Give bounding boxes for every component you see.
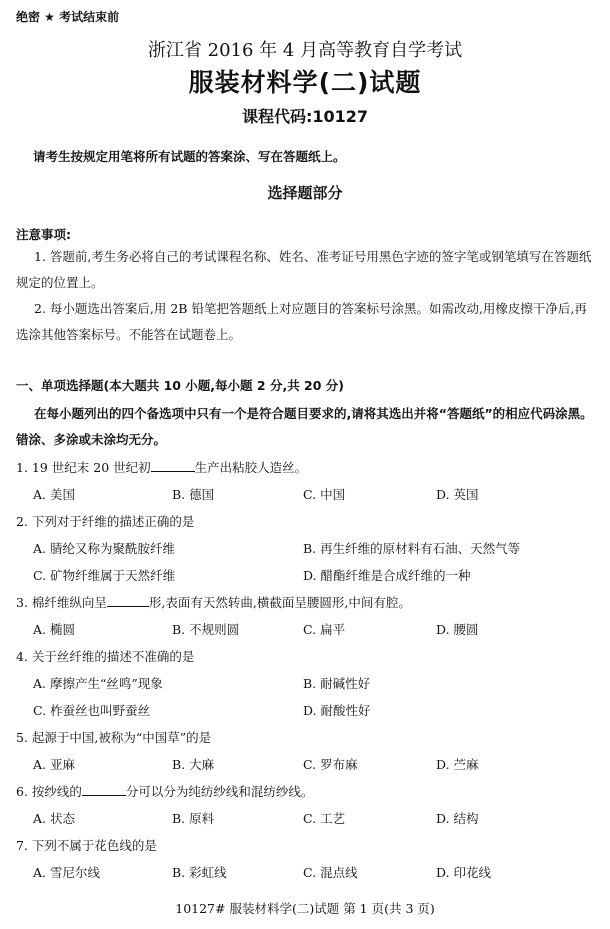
notice-item-1: 1. 答题前,考生务必将自己的考试课程名称、姓名、准考证号用黑色字迹的签字笔或钢笔填写在答题纸规定的位置上。: [16, 249, 592, 290]
option-d: D. 英国: [436, 487, 479, 502]
notice-item-2: 2. 每小题选出答案后,用 2B 铅笔把答题纸上对应题目的答案标号涂黑。如需改动,用橡皮擦干净后,再选涂其他答案标号。不能答在试题卷上。: [16, 301, 587, 342]
course-code: 课程代码:10127: [241, 107, 369, 126]
option-c: C. 扁平: [303, 622, 346, 637]
option-a: A. 美国: [33, 487, 75, 502]
question-2: [16, 512, 194, 530]
question-4: [16, 647, 194, 665]
question-text: 4. 关于丝纤维的描述不准确的是: [16, 649, 195, 664]
option-a: A. 亚麻: [33, 757, 75, 772]
option-a: A. 腈纶又称为聚酰胺纤维: [33, 541, 175, 556]
part-title: 选择题部分: [267, 184, 343, 202]
option-c: C. 罗布麻: [303, 757, 358, 772]
answer-blank: [107, 594, 149, 607]
option-a: A. 摩擦产生“丝鸣”现象: [33, 676, 163, 691]
option-a: A. 雪尼尔线: [33, 865, 100, 880]
option-d: D. 腰圆: [436, 622, 479, 637]
answer-blank: [82, 783, 126, 796]
option-b: B. 不规则圆: [172, 622, 240, 637]
question-text: 2. 下列对于纤维的描述正确的是: [16, 514, 195, 529]
option-d: D. 结构: [436, 811, 479, 826]
paper-title: 服装材料学(二)试题: [188, 68, 422, 97]
question-3: [16, 593, 411, 611]
confidential-label: 绝密 ★ 考试结束前: [16, 10, 120, 24]
option-b: B. 大麻: [172, 757, 215, 772]
question-6: [16, 782, 313, 800]
option-d: D. 醋酯纤维是合成纤维的一种: [303, 568, 471, 583]
page-footer: 10127# 服装材料学(二)试题 第 1 页(共 3 页): [175, 901, 435, 916]
option-d: D. 耐酸性好: [303, 703, 371, 718]
question-text: 5. 起源于中国,被称为“中国草”的是: [16, 730, 212, 745]
section-description: 在每小题列出的四个备选项中只有一个是符合题目要求的,请将其选出并将“答题纸”的相应代码涂黑。错涂、多涂或未涂均无分。: [16, 406, 593, 447]
option-d: D. 苎麻: [436, 757, 479, 772]
option-c: C. 混点线: [303, 865, 358, 880]
question-text: 生产出粘胶人造丝。: [194, 460, 308, 475]
option-b: B. 彩虹线: [172, 865, 227, 880]
question-7: [16, 836, 157, 854]
option-b: B. 德国: [172, 487, 215, 502]
option-d: D. 印花线: [436, 865, 492, 880]
option-b: B. 原料: [172, 811, 215, 826]
question-1: [16, 458, 307, 476]
question-text: 分可以分为纯纺纱线和混纺纱线。: [125, 784, 314, 799]
question-text: 3. 棉纤维纵向呈: [16, 595, 107, 610]
option-b: B. 再生纤维的原材料有石油、天然气等: [303, 541, 521, 556]
exam-name: 浙江省 2016 年 4 月高等教育自学考试: [147, 40, 463, 61]
option-b: B. 耐碱性好: [303, 676, 371, 691]
question-text: 形,表面有天然转曲,横截面呈腰圆形,中间有腔。: [148, 595, 411, 610]
option-c: C. 中国: [303, 487, 346, 502]
question-text: 6. 按纱线的: [16, 784, 82, 799]
question-text: 1. 19 世纪末 20 世纪初: [16, 460, 151, 475]
option-c: C. 柞蚕丝也叫野蚕丝: [33, 703, 151, 718]
section-heading: 一、单项选择题(本大题共 10 小题,每小题 2 分,共 20 分): [16, 378, 345, 393]
option-c: C. 矿物纤维属于天然纤维: [33, 568, 176, 583]
option-c: C. 工艺: [303, 811, 346, 826]
answer-instruction: 请考生按规定用笔将所有试题的答案涂、写在答题纸上。: [33, 149, 346, 164]
answer-blank: [151, 459, 195, 472]
option-a: A. 状态: [33, 811, 75, 826]
question-text: 7. 下列不属于花色线的是: [16, 838, 157, 853]
notice-title: 注意事项:: [16, 227, 71, 242]
option-a: A. 椭圆: [33, 622, 75, 637]
question-5: [16, 728, 211, 746]
